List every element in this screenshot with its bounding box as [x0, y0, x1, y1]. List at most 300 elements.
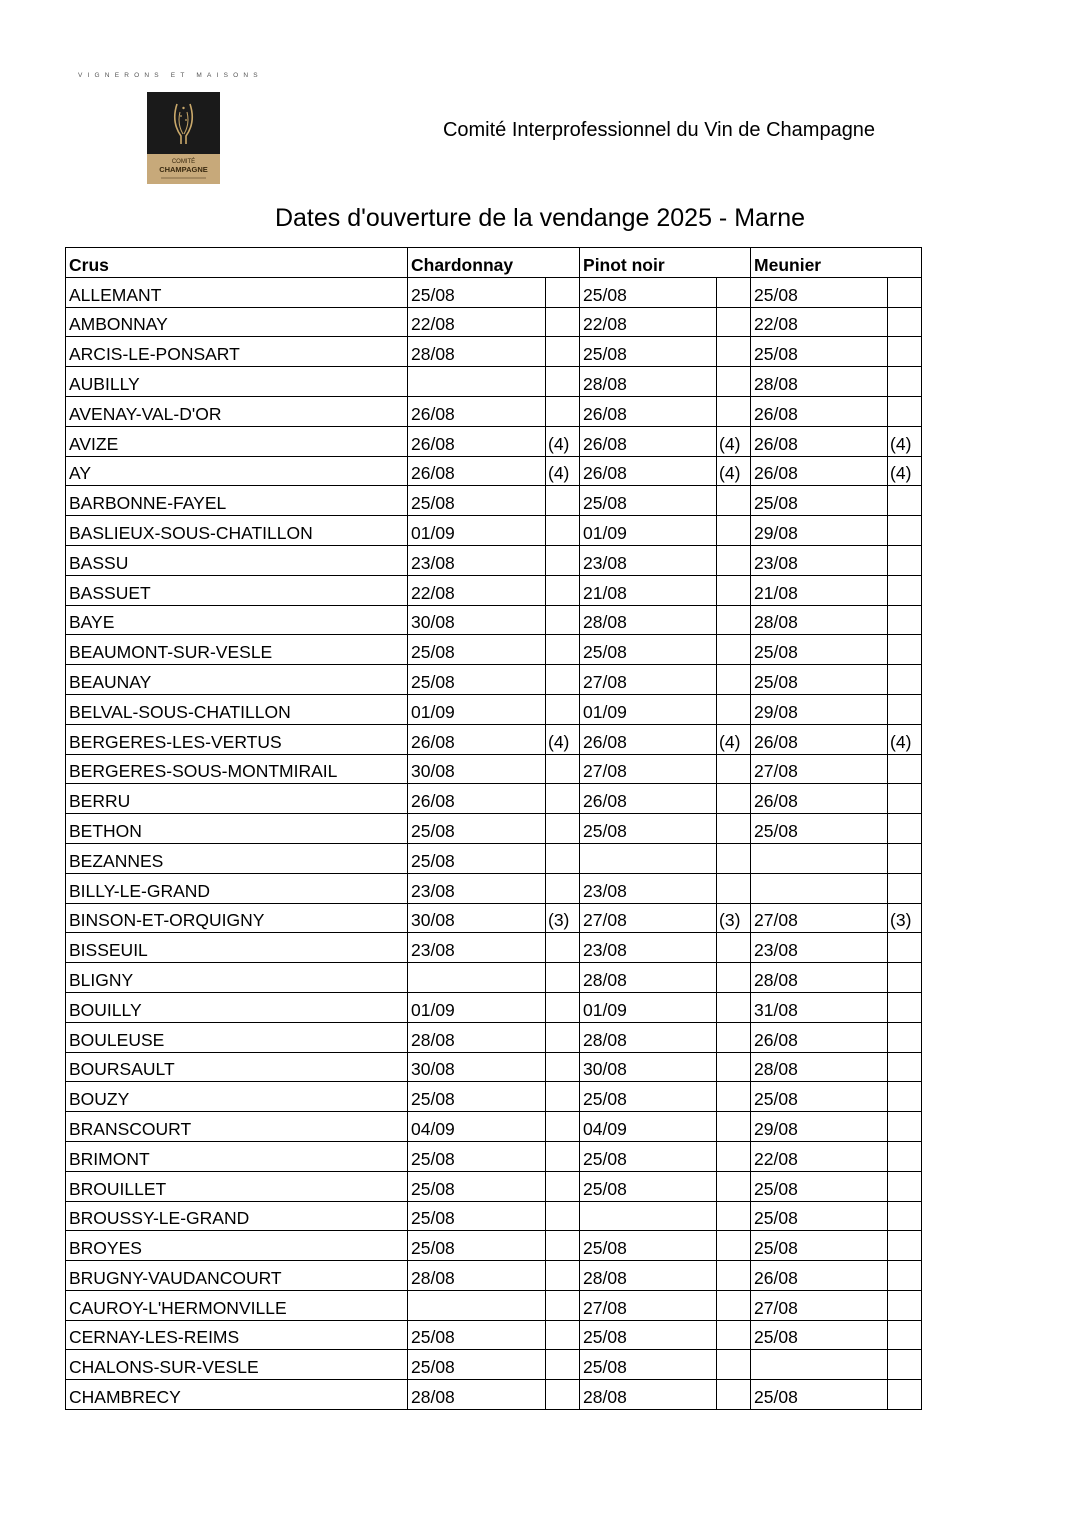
meunier-date: 26/08	[751, 1261, 888, 1291]
pinot-noir-date: 26/08	[580, 456, 717, 486]
header-crus: Crus	[66, 248, 408, 278]
table-row	[66, 1290, 922, 1320]
chardonnay-date: 25/08	[408, 277, 546, 307]
meunier-note	[888, 873, 922, 903]
meunier-date: 29/08	[751, 1112, 888, 1142]
table-row	[66, 1141, 922, 1171]
chardonnay-note	[546, 1201, 580, 1231]
pinot-noir-note	[717, 1350, 751, 1380]
pinot-noir-note	[717, 1380, 751, 1410]
pinot-noir-date: 23/08	[580, 545, 717, 575]
pinot-noir-date: 28/08	[580, 963, 717, 993]
pinot-noir-date: 25/08	[580, 1141, 717, 1171]
pinot-noir-note	[717, 873, 751, 903]
meunier-date: 28/08	[751, 605, 888, 635]
chardonnay-note	[546, 337, 580, 367]
cru-cell: BISSEUIL	[66, 933, 408, 963]
cru-cell: BRIMONT	[66, 1141, 408, 1171]
pinot-noir-note: (3)	[717, 903, 751, 933]
chardonnay-date: 26/08	[408, 426, 546, 456]
pinot-noir-note	[717, 516, 751, 546]
meunier-date: 26/08	[751, 396, 888, 426]
chardonnay-date: 25/08	[408, 665, 546, 695]
chardonnay-note	[546, 396, 580, 426]
cru-cell: BLIGNY	[66, 963, 408, 993]
pinot-noir-date: 25/08	[580, 1320, 717, 1350]
cru-cell: BEAUNAY	[66, 665, 408, 695]
chardonnay-date: 28/08	[408, 1380, 546, 1410]
pinot-noir-note	[717, 1231, 751, 1261]
chardonnay-note: (4)	[546, 426, 580, 456]
meunier-date: 25/08	[751, 814, 888, 844]
cru-cell: ARCIS-LE-PONSART	[66, 337, 408, 367]
table-row	[66, 933, 922, 963]
table-row	[66, 963, 922, 993]
pinot-noir-note	[717, 992, 751, 1022]
pinot-noir-date: 27/08	[580, 1290, 717, 1320]
table-row	[66, 665, 922, 695]
pinot-noir-note	[717, 1112, 751, 1142]
chardonnay-note	[546, 1231, 580, 1261]
meunier-note	[888, 367, 922, 397]
meunier-date: 22/08	[751, 1141, 888, 1171]
chardonnay-note	[546, 1052, 580, 1082]
meunier-note	[888, 1171, 922, 1201]
chardonnay-date: 23/08	[408, 873, 546, 903]
pinot-noir-date: 25/08	[580, 337, 717, 367]
pinot-noir-note	[717, 337, 751, 367]
pinot-noir-note	[717, 486, 751, 516]
document-title: Dates d'ouverture de la vendange 2025 - Marne	[274, 204, 806, 232]
pinot-noir-note	[717, 963, 751, 993]
pinot-noir-date	[580, 843, 717, 873]
table-row	[66, 1320, 922, 1350]
table-row	[66, 1261, 922, 1291]
pinot-noir-note: (4)	[717, 426, 751, 456]
pinot-noir-note	[717, 665, 751, 695]
chardonnay-date: 25/08	[408, 486, 546, 516]
pinot-noir-date: 01/09	[580, 516, 717, 546]
chardonnay-date: 30/08	[408, 1052, 546, 1082]
chardonnay-note	[546, 605, 580, 635]
cru-cell: CERNAY-LES-REIMS	[66, 1320, 408, 1350]
meunier-note	[888, 1380, 922, 1410]
pinot-noir-date: 04/09	[580, 1112, 717, 1142]
pinot-noir-note	[717, 277, 751, 307]
table-row	[66, 694, 922, 724]
table-row	[66, 635, 922, 665]
cru-cell: BERGERES-LES-VERTUS	[66, 724, 408, 754]
meunier-note	[888, 665, 922, 695]
table-row	[66, 903, 922, 933]
chardonnay-note: (4)	[546, 724, 580, 754]
chardonnay-date: 28/08	[408, 337, 546, 367]
meunier-note	[888, 1052, 922, 1082]
meunier-date: 29/08	[751, 694, 888, 724]
meunier-date: 29/08	[751, 516, 888, 546]
chardonnay-date: 25/08	[408, 1201, 546, 1231]
pinot-noir-date: 27/08	[580, 665, 717, 695]
header-chardonnay: Chardonnay	[408, 248, 580, 278]
chardonnay-date: 04/09	[408, 1112, 546, 1142]
chardonnay-note	[546, 754, 580, 784]
pinot-noir-note	[717, 754, 751, 784]
chardonnay-date: 25/08	[408, 1082, 546, 1112]
pinot-noir-date: 28/08	[580, 605, 717, 635]
chardonnay-note	[546, 1082, 580, 1112]
pinot-noir-note	[717, 933, 751, 963]
chardonnay-note	[546, 277, 580, 307]
meunier-date: 25/08	[751, 1201, 888, 1231]
table-row	[66, 396, 922, 426]
chardonnay-note	[546, 814, 580, 844]
table-header-row	[66, 248, 922, 278]
pinot-noir-date: 25/08	[580, 1171, 717, 1201]
chardonnay-date	[408, 963, 546, 993]
chardonnay-date: 30/08	[408, 903, 546, 933]
meunier-note	[888, 1320, 922, 1350]
meunier-note	[888, 1022, 922, 1052]
pinot-noir-note	[717, 605, 751, 635]
table-row	[66, 367, 922, 397]
meunier-note	[888, 754, 922, 784]
table-row	[66, 1112, 922, 1142]
chardonnay-note	[546, 575, 580, 605]
pinot-noir-date: 28/08	[580, 1022, 717, 1052]
meunier-note: (4)	[888, 456, 922, 486]
chardonnay-note	[546, 635, 580, 665]
pinot-noir-date: 26/08	[580, 784, 717, 814]
chardonnay-note: (4)	[546, 456, 580, 486]
pinot-noir-note	[717, 1052, 751, 1082]
table-row	[66, 814, 922, 844]
table-row	[66, 1350, 922, 1380]
pinot-noir-note	[717, 367, 751, 397]
meunier-date: 26/08	[751, 426, 888, 456]
header-meunier: Meunier	[751, 248, 922, 278]
pinot-noir-date: 25/08	[580, 1082, 717, 1112]
cru-cell: BASLIEUX-SOUS-CHATILLON	[66, 516, 408, 546]
pinot-noir-note	[717, 575, 751, 605]
cru-cell: BASSU	[66, 545, 408, 575]
table-row	[66, 1171, 922, 1201]
chardonnay-note	[546, 1022, 580, 1052]
meunier-date: 25/08	[751, 1320, 888, 1350]
meunier-date: 25/08	[751, 337, 888, 367]
meunier-note: (3)	[888, 903, 922, 933]
table-row	[66, 605, 922, 635]
chardonnay-date: 23/08	[408, 933, 546, 963]
pinot-noir-date: 26/08	[580, 724, 717, 754]
meunier-note	[888, 486, 922, 516]
table-row	[66, 337, 922, 367]
pinot-noir-date: 23/08	[580, 933, 717, 963]
chardonnay-date: 01/09	[408, 694, 546, 724]
table-row	[66, 277, 922, 307]
chardonnay-date: 30/08	[408, 754, 546, 784]
meunier-note	[888, 694, 922, 724]
cru-cell: BERRU	[66, 784, 408, 814]
table-row	[66, 1380, 922, 1410]
chardonnay-date: 01/09	[408, 992, 546, 1022]
pinot-noir-date: 27/08	[580, 754, 717, 784]
table-row	[66, 784, 922, 814]
meunier-date: 28/08	[751, 1052, 888, 1082]
meunier-note	[888, 1141, 922, 1171]
pinot-noir-note: (4)	[717, 456, 751, 486]
table-row	[66, 843, 922, 873]
meunier-note	[888, 307, 922, 337]
pinot-noir-note	[717, 545, 751, 575]
chardonnay-note	[546, 1290, 580, 1320]
chardonnay-note	[546, 1320, 580, 1350]
cru-cell: BOUILLY	[66, 992, 408, 1022]
table-row	[66, 1231, 922, 1261]
meunier-date: 23/08	[751, 545, 888, 575]
chardonnay-date: 01/09	[408, 516, 546, 546]
champagne-logo	[147, 92, 220, 184]
meunier-date: 28/08	[751, 963, 888, 993]
meunier-date: 25/08	[751, 277, 888, 307]
chardonnay-note	[546, 1141, 580, 1171]
meunier-note	[888, 545, 922, 575]
chardonnay-date: 26/08	[408, 456, 546, 486]
chardonnay-note	[546, 516, 580, 546]
meunier-date: 26/08	[751, 456, 888, 486]
chardonnay-date: 28/08	[408, 1261, 546, 1291]
table-row	[66, 754, 922, 784]
chardonnay-note: (3)	[546, 903, 580, 933]
cru-cell: BINSON-ET-ORQUIGNY	[66, 903, 408, 933]
table-row	[66, 992, 922, 1022]
meunier-note	[888, 843, 922, 873]
meunier-note	[888, 605, 922, 635]
meunier-date: 26/08	[751, 1022, 888, 1052]
meunier-date: 23/08	[751, 933, 888, 963]
cru-cell: ALLEMANT	[66, 277, 408, 307]
pinot-noir-date: 26/08	[580, 426, 717, 456]
meunier-date: 25/08	[751, 486, 888, 516]
meunier-date: 28/08	[751, 367, 888, 397]
pinot-noir-date: 27/08	[580, 903, 717, 933]
tagline: VIGNERONS ET MAISONS	[78, 72, 263, 79]
chardonnay-date: 26/08	[408, 784, 546, 814]
chardonnay-date: 22/08	[408, 307, 546, 337]
meunier-date: 27/08	[751, 754, 888, 784]
pinot-noir-date: 21/08	[580, 575, 717, 605]
pinot-noir-note	[717, 635, 751, 665]
chardonnay-date: 25/08	[408, 1141, 546, 1171]
meunier-date: 25/08	[751, 635, 888, 665]
meunier-note	[888, 575, 922, 605]
chardonnay-note	[546, 873, 580, 903]
pinot-noir-note	[717, 1201, 751, 1231]
chardonnay-date	[408, 1290, 546, 1320]
pinot-noir-note: (4)	[717, 724, 751, 754]
meunier-date	[751, 843, 888, 873]
meunier-date: 25/08	[751, 1231, 888, 1261]
meunier-note	[888, 1201, 922, 1231]
chardonnay-date: 22/08	[408, 575, 546, 605]
pinot-noir-note	[717, 1290, 751, 1320]
cru-cell: BEAUMONT-SUR-VESLE	[66, 635, 408, 665]
pinot-noir-date: 28/08	[580, 1380, 717, 1410]
meunier-date: 26/08	[751, 784, 888, 814]
pinot-noir-note	[717, 784, 751, 814]
chardonnay-date: 25/08	[408, 814, 546, 844]
chardonnay-note	[546, 1112, 580, 1142]
cru-cell: BRANSCOURT	[66, 1112, 408, 1142]
table-row	[66, 516, 922, 546]
meunier-note	[888, 963, 922, 993]
pinot-noir-note	[717, 1261, 751, 1291]
chardonnay-date: 26/08	[408, 396, 546, 426]
cru-cell: AVENAY-VAL-D'OR	[66, 396, 408, 426]
meunier-date: 25/08	[751, 1082, 888, 1112]
cru-cell: AVIZE	[66, 426, 408, 456]
meunier-note	[888, 814, 922, 844]
meunier-note: (4)	[888, 724, 922, 754]
table-row	[66, 873, 922, 903]
chardonnay-note	[546, 843, 580, 873]
pinot-noir-note	[717, 1171, 751, 1201]
cru-cell: BROUILLET	[66, 1171, 408, 1201]
chardonnay-note	[546, 307, 580, 337]
meunier-note	[888, 396, 922, 426]
meunier-date: 25/08	[751, 1380, 888, 1410]
table-row	[66, 1082, 922, 1112]
chardonnay-note	[546, 963, 580, 993]
pinot-noir-date: 25/08	[580, 814, 717, 844]
chardonnay-note	[546, 486, 580, 516]
cru-cell: BROUSSY-LE-GRAND	[66, 1201, 408, 1231]
pinot-noir-date: 25/08	[580, 1350, 717, 1380]
meunier-date	[751, 1350, 888, 1380]
pinot-noir-date: 25/08	[580, 635, 717, 665]
cru-cell: BOULEUSE	[66, 1022, 408, 1052]
meunier-date: 27/08	[751, 1290, 888, 1320]
pinot-noir-date	[580, 1201, 717, 1231]
table-row	[66, 1201, 922, 1231]
pinot-noir-note	[717, 843, 751, 873]
meunier-note	[888, 1112, 922, 1142]
pinot-noir-date: 28/08	[580, 1261, 717, 1291]
cru-cell: BEZANNES	[66, 843, 408, 873]
meunier-note	[888, 1350, 922, 1380]
meunier-note	[888, 1082, 922, 1112]
chardonnay-date: 25/08	[408, 1350, 546, 1380]
pinot-noir-note	[717, 396, 751, 426]
pinot-noir-date: 30/08	[580, 1052, 717, 1082]
svg-text:COMITÉ: COMITÉ	[171, 159, 196, 165]
cru-cell: BARBONNE-FAYEL	[66, 486, 408, 516]
meunier-note	[888, 1231, 922, 1261]
cru-cell: AY	[66, 456, 408, 486]
chardonnay-date: 28/08	[408, 1022, 546, 1052]
pinot-noir-note	[717, 1082, 751, 1112]
table-row	[66, 1052, 922, 1082]
meunier-note	[888, 933, 922, 963]
cru-cell: CHAMBRECY	[66, 1380, 408, 1410]
cru-cell: BAYE	[66, 605, 408, 635]
cru-cell: BOUZY	[66, 1082, 408, 1112]
pinot-noir-note	[717, 1320, 751, 1350]
pinot-noir-date: 01/09	[580, 694, 717, 724]
pinot-noir-date: 28/08	[580, 367, 717, 397]
chardonnay-note	[546, 1380, 580, 1410]
cru-cell: BROYES	[66, 1231, 408, 1261]
meunier-note	[888, 1290, 922, 1320]
pinot-noir-date: 25/08	[580, 1231, 717, 1261]
cru-cell: BASSUET	[66, 575, 408, 605]
table-row	[66, 1022, 922, 1052]
cru-cell: BRUGNY-VAUDANCOURT	[66, 1261, 408, 1291]
pinot-noir-date: 01/09	[580, 992, 717, 1022]
meunier-note: (4)	[888, 426, 922, 456]
chardonnay-date: 25/08	[408, 1171, 546, 1201]
meunier-note	[888, 784, 922, 814]
chardonnay-date: 25/08	[408, 1231, 546, 1261]
cru-cell: BETHON	[66, 814, 408, 844]
chardonnay-note	[546, 694, 580, 724]
pinot-noir-note	[717, 1141, 751, 1171]
chardonnay-note	[546, 665, 580, 695]
cru-cell: AMBONNAY	[66, 307, 408, 337]
meunier-date: 31/08	[751, 992, 888, 1022]
table-row	[66, 486, 922, 516]
pinot-noir-note	[717, 814, 751, 844]
chardonnay-date: 26/08	[408, 724, 546, 754]
chardonnay-date: 25/08	[408, 635, 546, 665]
chardonnay-note	[546, 992, 580, 1022]
table-row	[66, 456, 922, 486]
chardonnay-date: 23/08	[408, 545, 546, 575]
organization-name: Comité Interprofessionnel du Vin de Champagne	[442, 119, 876, 141]
meunier-date: 21/08	[751, 575, 888, 605]
chardonnay-date: 25/08	[408, 843, 546, 873]
meunier-note	[888, 337, 922, 367]
table-row	[66, 426, 922, 456]
pinot-noir-date: 25/08	[580, 277, 717, 307]
cru-cell: BOURSAULT	[66, 1052, 408, 1082]
chardonnay-note	[546, 933, 580, 963]
chardonnay-date: 25/08	[408, 1320, 546, 1350]
meunier-date: 25/08	[751, 1171, 888, 1201]
chardonnay-date	[408, 367, 546, 397]
chardonnay-note	[546, 1171, 580, 1201]
harvest-dates-table	[65, 247, 922, 1410]
table-row	[66, 575, 922, 605]
chardonnay-note	[546, 545, 580, 575]
cru-cell: CAUROY-L'HERMONVILLE	[66, 1290, 408, 1320]
chardonnay-note	[546, 1261, 580, 1291]
meunier-date: 27/08	[751, 903, 888, 933]
meunier-date: 26/08	[751, 724, 888, 754]
pinot-noir-note	[717, 1022, 751, 1052]
meunier-note	[888, 992, 922, 1022]
cru-cell: CHALONS-SUR-VESLE	[66, 1350, 408, 1380]
meunier-note	[888, 1261, 922, 1291]
cru-cell: BILLY-LE-GRAND	[66, 873, 408, 903]
chardonnay-note	[546, 784, 580, 814]
pinot-noir-date: 22/08	[580, 307, 717, 337]
svg-text:CHAMPAGNE: CHAMPAGNE	[159, 165, 208, 174]
table-row	[66, 724, 922, 754]
meunier-note	[888, 516, 922, 546]
meunier-date	[751, 873, 888, 903]
meunier-date: 25/08	[751, 665, 888, 695]
chardonnay-date: 30/08	[408, 605, 546, 635]
